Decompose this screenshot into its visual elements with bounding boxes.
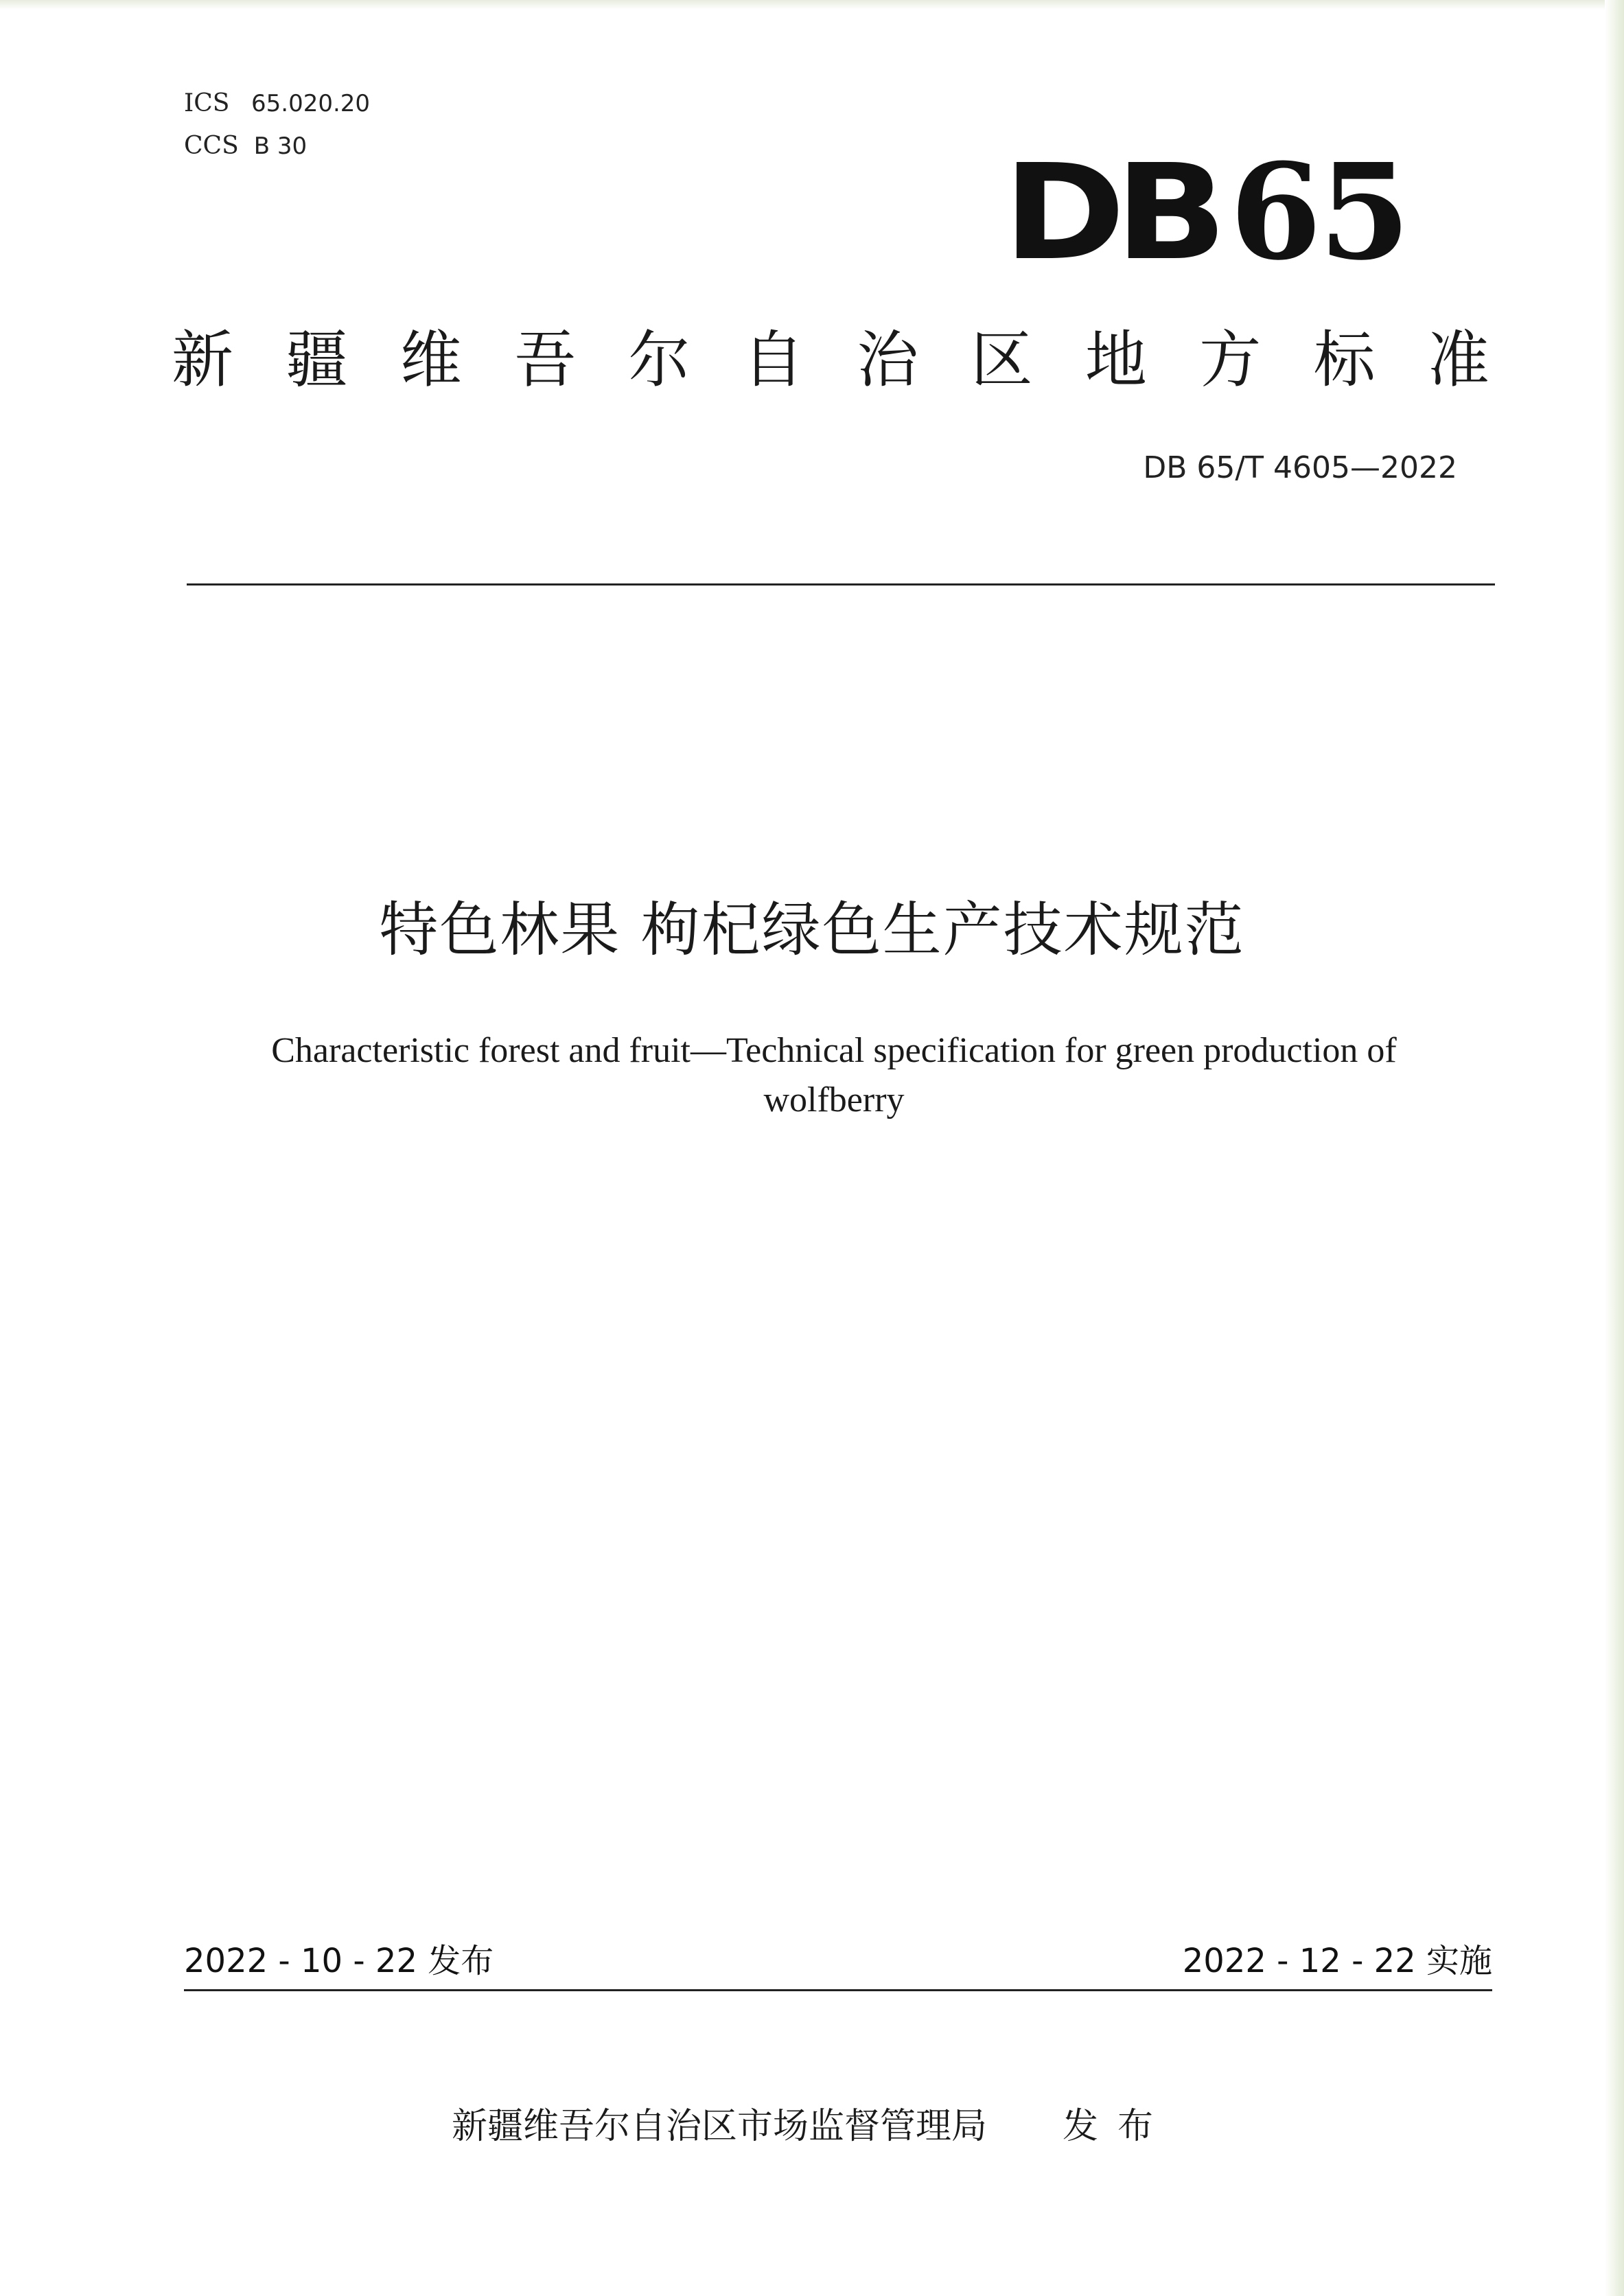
logo-number: 65: [1229, 135, 1408, 290]
standard-type-char: 地: [1084, 324, 1147, 396]
standard-type-char: 区: [971, 324, 1033, 396]
ccs-row: [184, 125, 370, 167]
standard-type-char: 方: [1199, 324, 1262, 396]
standard-type-char: 治: [857, 324, 919, 396]
issuer-name: 新疆维吾尔自治区市场监督管理局: [451, 2106, 987, 2147]
standard-type-char: 自: [742, 324, 804, 396]
footer-divider: [184, 1989, 1492, 1991]
ics-value: 65.020.20: [251, 90, 371, 117]
standard-type-char: 新: [172, 324, 233, 396]
scan-edge-top: [0, 0, 1624, 10]
db65-logo: [1003, 135, 1408, 290]
logo-prefix: DB: [1003, 137, 1217, 290]
standard-type-char: 尔: [628, 324, 691, 396]
header-divider: [187, 583, 1495, 585]
standard-type-char: 准: [1427, 324, 1489, 396]
publish-date: 2022 - 10 - 22 发布: [184, 1942, 494, 1980]
ics-label: ICS: [184, 89, 230, 117]
ccs-value: B 30: [253, 132, 308, 160]
standard-type-char: 吾: [514, 324, 577, 396]
issuer-line: [0, 2099, 1624, 2154]
standard-type-char: 疆: [286, 324, 348, 396]
classification-codes: [184, 82, 370, 167]
ics-row: [184, 82, 370, 125]
dates-row: [184, 1937, 1492, 1985]
scan-edge-right: [1605, 0, 1624, 2296]
standard-type-heading: [172, 323, 1489, 398]
standard-number: DB 65/T 4605—2022: [1143, 450, 1457, 485]
issuer-verb: 发布: [1063, 2106, 1173, 2147]
ccs-label: CCS: [184, 132, 239, 160]
standard-type-char: 维: [399, 324, 462, 396]
document-title-cn: 特色林果 枸杞绿色生产技术规范: [379, 896, 1245, 964]
standard-type-char: 标: [1313, 324, 1376, 396]
implement-date: 2022 - 12 - 22 实施: [1182, 1942, 1492, 1980]
document-title-en: Characteristic forest and fruit—Technical specification for green production of wolfberry: [271, 1031, 1397, 1120]
